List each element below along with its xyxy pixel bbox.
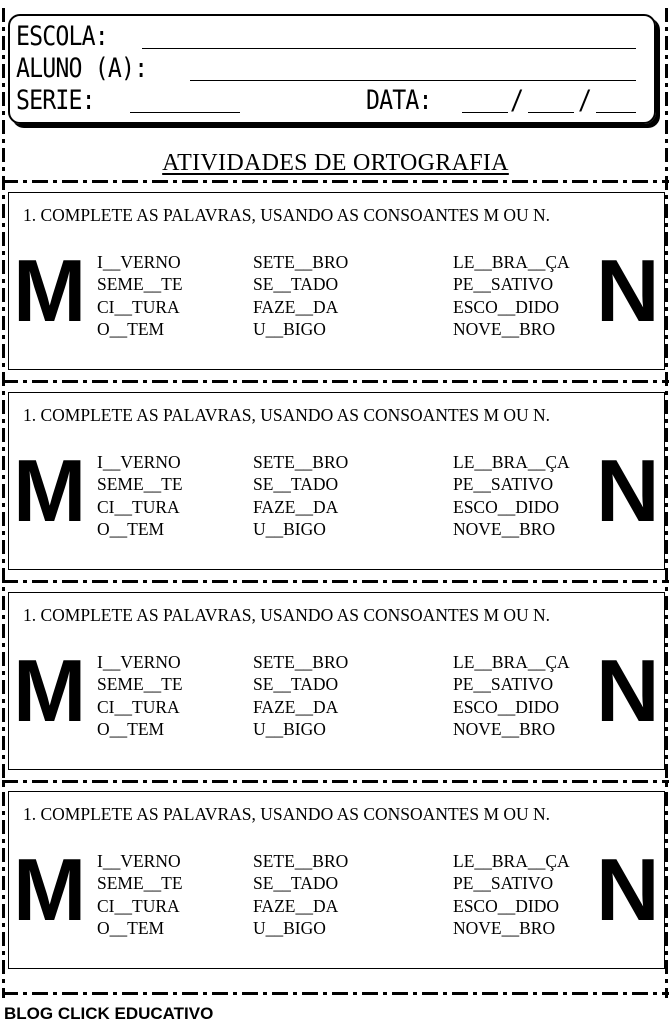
exercise-panel (8, 791, 665, 969)
word-item: U__BIGO (253, 917, 326, 938)
word-item: LE__BRA__ÇA (453, 851, 570, 871)
word-column (453, 850, 570, 939)
word-item: I__VERNO (97, 851, 181, 871)
word-item: SETE__BRO (253, 652, 349, 672)
student-info-box (8, 14, 656, 124)
word-item: O__TEM (97, 917, 165, 938)
word-item: ESCO__DIDO (453, 496, 559, 517)
exercise-panel (8, 392, 665, 570)
cut-line-2 (2, 580, 669, 583)
word-item: SEME__TE (97, 873, 183, 894)
word-item: NOVE__BRO (453, 718, 556, 739)
school-field[interactable] (142, 48, 636, 49)
word-item: PE__SATIVO (453, 474, 554, 495)
word-item: O__TEM (97, 518, 165, 539)
word-item: SE__TADO (253, 873, 339, 894)
word-item: FAZE__DA (253, 895, 339, 916)
word-item: FAZE__DA (253, 496, 339, 517)
word-item: SETE__BRO (253, 851, 349, 871)
word-column (97, 451, 183, 540)
word-column (253, 451, 348, 540)
word-item: ESCO__DIDO (453, 696, 559, 717)
word-item: O__TEM (97, 718, 165, 739)
word-item: PE__SATIVO (453, 274, 554, 295)
date-label: DATA: (366, 85, 432, 116)
student-label: ALUNO (A): (16, 53, 148, 84)
exercise-panel (8, 192, 665, 370)
word-item: O__TEM (97, 318, 165, 339)
date-separator: / (510, 85, 524, 116)
date-separator: / (578, 85, 592, 116)
letter-m: M (13, 441, 87, 540)
student-field[interactable] (190, 80, 636, 81)
word-item: LE__BRA__ÇA (453, 452, 570, 472)
word-item: U__BIGO (253, 318, 326, 339)
word-item: LE__BRA__ÇA (453, 252, 570, 272)
word-item: CI__TURA (97, 895, 180, 916)
footer-credit: BLOG CLICK EDUCATIVO (4, 1004, 214, 1023)
word-item: I__VERNO (97, 452, 181, 472)
date-year-field[interactable] (596, 112, 636, 113)
word-item: NOVE__BRO (453, 318, 556, 339)
cut-line-3 (2, 780, 669, 783)
word-column (453, 451, 570, 540)
letter-n: N (596, 641, 660, 740)
word-item: ESCO__DIDO (453, 895, 559, 916)
word-column (97, 651, 183, 740)
word-item: SE__TADO (253, 474, 339, 495)
word-item: SE__TADO (253, 674, 339, 695)
word-column (97, 251, 183, 340)
word-item: PE__SATIVO (453, 674, 554, 695)
letter-n: N (596, 840, 660, 939)
word-column (97, 850, 183, 939)
letter-m: M (13, 840, 87, 939)
grade-field[interactable] (130, 112, 240, 113)
exercise-panel (8, 592, 665, 770)
word-item: SE__TADO (253, 274, 339, 295)
word-item: LE__BRA__ÇA (453, 652, 570, 672)
page-title: ATIVIDADES DE ORTOGRAFIA (162, 150, 509, 176)
cut-line-1 (2, 380, 669, 383)
cut-line-bottom (2, 992, 669, 995)
word-item: SETE__BRO (253, 252, 349, 272)
exercise-instruction: 1. COMPLETE AS PALAVRAS, USANDO AS CONSOANTES M OU N. (23, 405, 551, 425)
word-item: U__BIGO (253, 518, 326, 539)
word-column (253, 850, 348, 939)
word-item: SEME__TE (97, 274, 183, 295)
word-item: NOVE__BRO (453, 518, 556, 539)
date-month-field[interactable] (528, 112, 574, 113)
exercise-instruction: 1. COMPLETE AS PALAVRAS, USANDO AS CONSOANTES M OU N. (23, 605, 551, 625)
word-item: I__VERNO (97, 252, 181, 272)
word-column (453, 651, 570, 740)
word-item: U__BIGO (253, 718, 326, 739)
word-item: FAZE__DA (253, 296, 339, 317)
word-item: CI__TURA (97, 496, 180, 517)
word-item: I__VERNO (97, 652, 181, 672)
cut-line-top (2, 180, 669, 183)
word-column (253, 651, 348, 740)
word-item: PE__SATIVO (453, 873, 554, 894)
letter-m: M (13, 641, 87, 740)
letter-m: M (13, 241, 87, 340)
word-item: SETE__BRO (253, 452, 349, 472)
grade-label: SERIE: (16, 85, 95, 116)
word-item: CI__TURA (97, 696, 180, 717)
word-column (453, 251, 570, 340)
exercise-instruction: 1. COMPLETE AS PALAVRAS, USANDO AS CONSOANTES M OU N. (23, 804, 551, 824)
word-item: SEME__TE (97, 674, 183, 695)
word-item: SEME__TE (97, 474, 183, 495)
school-label: ESCOLA: (16, 21, 108, 52)
word-item: FAZE__DA (253, 696, 339, 717)
word-column (253, 251, 348, 340)
letter-n: N (596, 241, 660, 340)
word-item: CI__TURA (97, 296, 180, 317)
page-title-wrap (0, 150, 671, 177)
word-item: NOVE__BRO (453, 917, 556, 938)
letter-n: N (596, 441, 660, 540)
exercise-instruction: 1. COMPLETE AS PALAVRAS, USANDO AS CONSOANTES M OU N. (23, 205, 551, 225)
word-item: ESCO__DIDO (453, 296, 559, 317)
date-day-field[interactable] (462, 112, 508, 113)
